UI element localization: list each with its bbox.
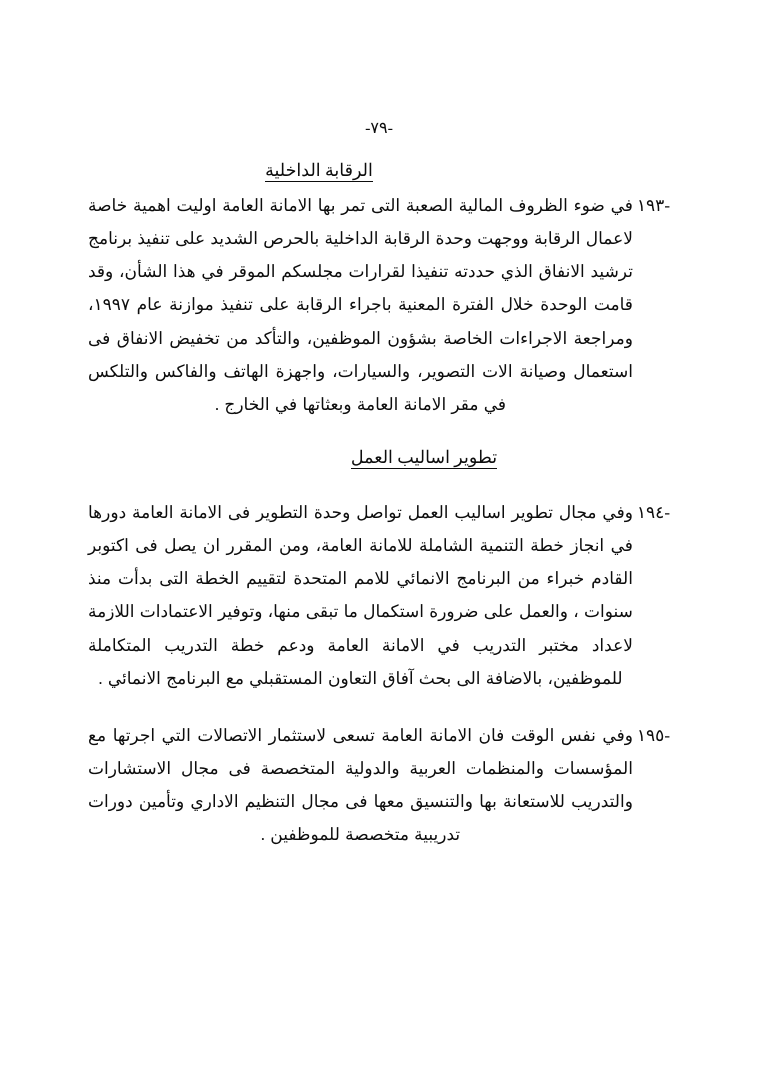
paragraph-195-text: وفي نفس الوقت فان الامانة العامة تسعى لاستثمار الاتصالات التي اجرتها مع المؤسسات والمنظمات العربية والدولية المتخصصة فى مجال الاستشارات والتدريب للاستعانة بها والتنسيق معها فى مجال التنظيم الاداري وتأمين دورات تدريبية متخصصة للموظفين . xyxy=(88,725,633,845)
paragraph-193-number: -١٩٣ xyxy=(636,196,670,215)
paragraph-193-text: في ضوء الظروف المالية الصعبة التى تمر بها الامانة العامة اوليت اهمية خاصة لاعمال الرقابة ووجهت وحدة الرقابة الداخلية بالحرص الشديد على تنفيذ برنامج ترشيد الانفاق الذي حددته تنفيذا لقرارات مجلسكم الموقر في هذا الشأن، وقد قامت الوحدة خلال الفترة المعنية باجراء الرقابة على تنفيذ موازنة عام ١٩٩٧، ومراجعة الاجراءات الخاصة بشؤون الموظفين، والتأكد من تخفيض الانفاق فى استعمال وصيانة الات التصوير، والسيارات، واجهزة الهاتف والفاكس والتلكس في مقر الامانة العامة وبعثاتها في الخارج . xyxy=(88,196,633,414)
section-heading-internal-control-text: الرقابة الداخلية xyxy=(265,160,373,180)
section-heading-internal-control xyxy=(88,160,550,181)
page-number: -٧٩- xyxy=(365,120,393,137)
paragraph-194 xyxy=(88,496,670,695)
paragraph-195 xyxy=(88,719,670,852)
document-content xyxy=(88,160,670,857)
paragraph-193 xyxy=(88,189,670,421)
spacer xyxy=(88,482,670,496)
paragraph-194-number: -١٩٤ xyxy=(636,502,670,522)
paragraph-194-text: وفي مجال تطوير اساليب العمل تواصل وحدة التطوير فى الامانة العامة دورها في انجاز خطة التنمية الشاملة للامانة العامة، ومن المقرر ان يصل فى اكتوبر القادم خبراء من البرنامج الانمائي للامم المتحدة لتقييم الخطة التى بدأت منذ سنوات ، والعمل على ضرورة استكمال ما تبقى منها، وتوفير الاعتمادات اللازمة لاعداد مختبر التدريب في الامانة العامة ودعم خطة التدريب المتكاملة للموظفين، بالاضافة الى بحث آفاق التعاون المستقبلي مع البرنامج الانمائي . xyxy=(88,502,633,688)
spacer xyxy=(88,701,670,719)
section-heading-work-methods xyxy=(178,447,670,468)
section-heading-work-methods-text: تطوير اساليب العمل xyxy=(350,446,498,467)
paragraph-195-number: -١٩٥ xyxy=(636,725,670,745)
